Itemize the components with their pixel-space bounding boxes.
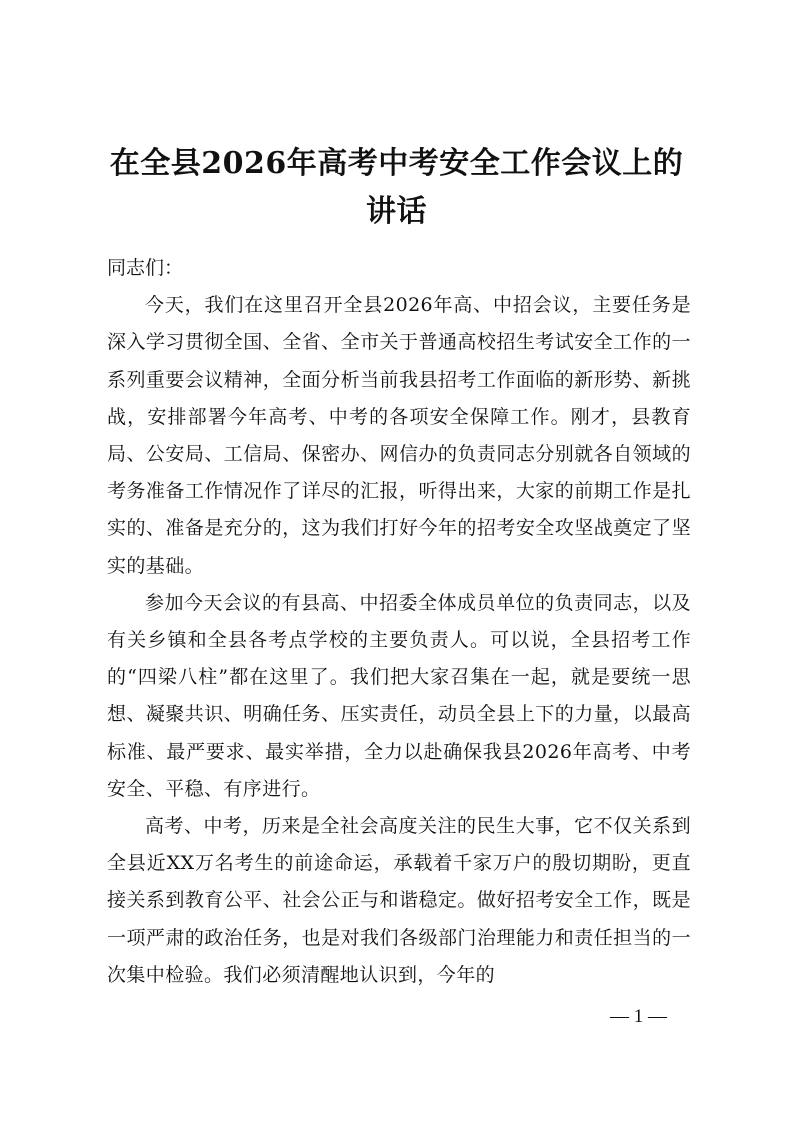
document-body <box>107 250 691 994</box>
salutation: 同志们： <box>107 257 184 279</box>
document-title: 在全县2026年高考中考安全工作会议上的讲话 <box>109 146 684 229</box>
paragraph-2: 参加今天会议的有县高、中招委全体成员单位的负责同志，以及有关乡镇和全县各考点学校的主要负责人。可以说，全县招考工作的“四梁八柱”都在这里了。我们把大家召集在一起，就是要统一思想、凝聚共识、明确任务、压实责任，动员全县上下的力量，以最高标准、最严要求、最实举措，全力以赴确保我县2026年高考、中考安全、平稳、有序进行。 <box>107 591 691 800</box>
paragraph-3: 高考、中考，历来是全社会高度关注的民生大事，它不仅关系到全县近XX万名考生的前途命运，承载着千家万户的殷切期盼，更直接关系到教育公平、社会公正与和谐稳定。做好招考安全工作，既是一项严肃的政治任务，也是对我们各级部门治理能力和责任担当的一次集中检验。我们必须清醒地认识到，今年的 <box>107 815 691 986</box>
paragraph-1: 今天，我们在这里召开全县2026年高、中招会议，主要任务是深入学习贯彻全国、全省、全市关于普通高校招生考试安全工作的一系列重要会议精神，全面分析当前我县招考工作面临的新形势、新挑战，安排部署今年高考、中考的各项安全保障工作。刚才，县教育局、公安局、工信局、保密办、网信办的负责同志分别就各自领域的考务准备工作情况作了详尽的汇报，听得出来，大家的前期工作是扎实的、准备是充分的，这为我们打好今年的招考安全攻坚战奠定了坚实的基础。 <box>107 294 691 577</box>
page-number: — 1 — <box>610 1006 667 1027</box>
